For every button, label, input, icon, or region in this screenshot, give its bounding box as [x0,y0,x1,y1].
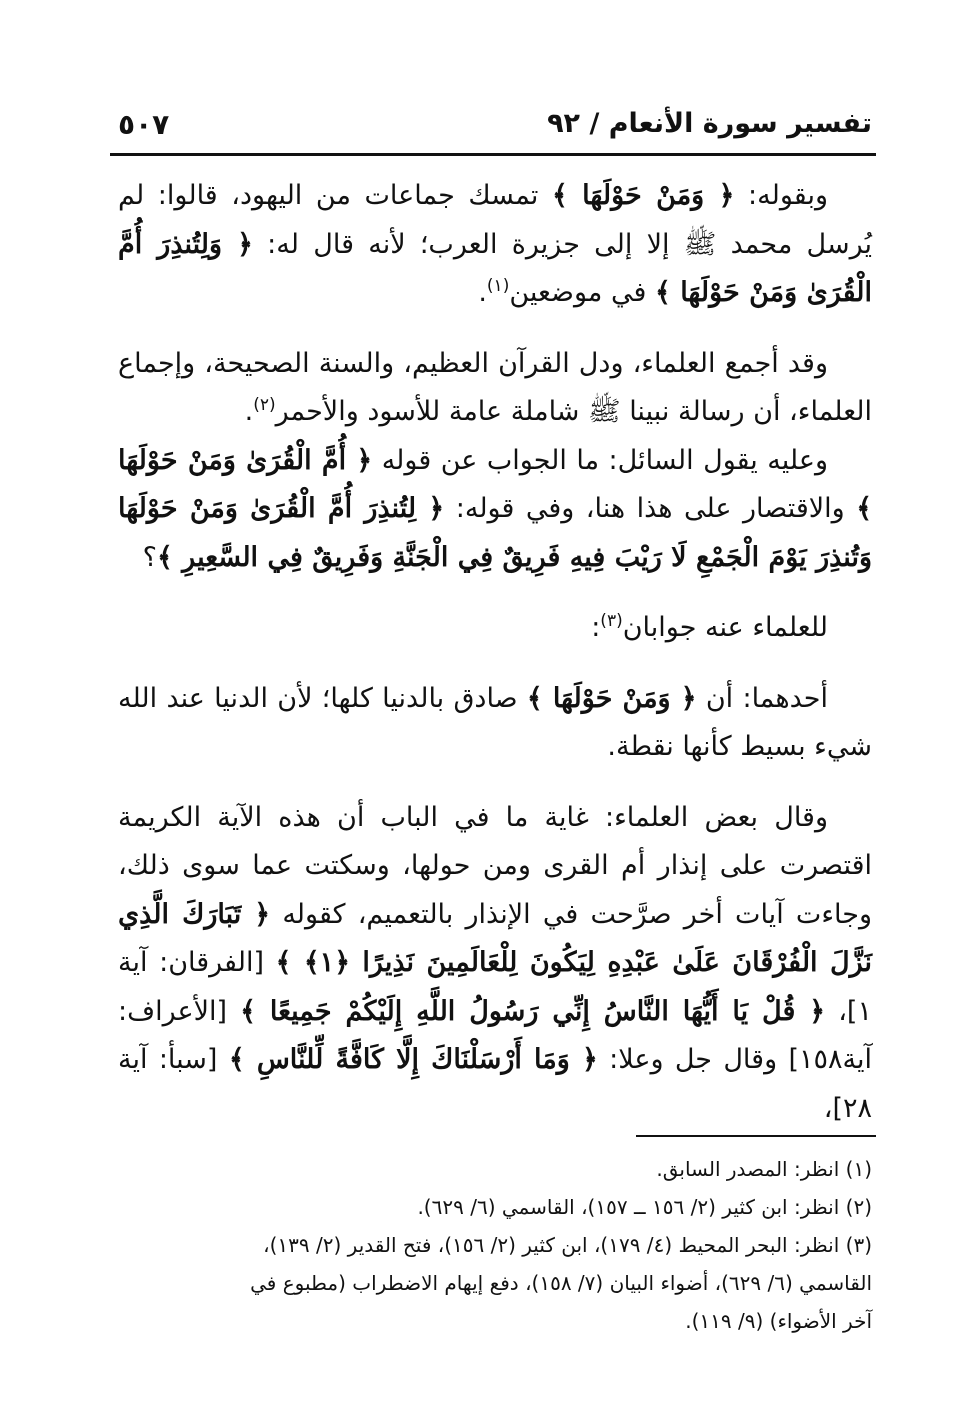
footnote-ref: (١) [486,276,510,296]
quran-verse: ﴿ قُلْ يَا أَيُّهَا النَّاسُ إِنِّي رَسُولُ اللَّهِ إِلَيْكُمْ جَمِيعًا ﴾ [240,995,826,1027]
footnote-2: (٢) انظر: ابن كثير (٢/ ١٥٦ ــ ١٥٧)، القاسمي (٦/ ٦٢٩). [417,1195,872,1219]
footnote-ref: (٣) [600,611,623,631]
footnote-3-continuation: القاسمي (٦/ ٦٢٩)، أضواء البيان (٧/ ١٥٨)، دفع إيهام الاضطراب (مطبوع في [250,1271,872,1295]
page-number: ٥٠٧ [118,108,170,141]
quran-verse: ﴿ وَمَا أَرْسَلْنَاكَ إِلَّا كَافَّةً لِّلنَّاسِ ﴾ [228,1044,598,1075]
footnote-3-continuation: آخر الأضواء) (٩/ ١١٩). [685,1309,872,1333]
quran-verse: ﴿ أُمَّ الْقُرَىٰ وَمَنْ حَوْلَهَا ﴾ [118,444,873,524]
main-text [118,172,872,1133]
header-rule [110,153,876,156]
quran-verse: ﴿ وَلِتُنذِرَ أُمَّ الْقُرَىٰ وَمَنْ حَوْلَهَا ﴾ [118,228,872,308]
paragraph-4: للعلماء عنه جوابان$^{(٣)}$: [591,611,828,643]
footnote-1: (١) انظر: المصدر السابق. [656,1157,872,1181]
footnotes [118,1150,872,1340]
footnote-ref: (٢) [253,395,276,415]
footnote-rule [636,1135,876,1137]
paragraph-3: وعليه يقول السائل: ما الجواب عن قوله ﴿ أُمَّ الْقُرَىٰ وَمَنْ حَوْلَهَا ﴾ والاقتصار على هذا هنا، وفي قوله: ﴿ لِتُنذِرَ أُمَّ الْقُرَىٰ وَمَنْ حَوْلَهَا وَتُنذِرَ يَوْمَ الْجَمْعِ لَا رَيْبَ فِيهِ فَرِيقٌ فِي الْجَنَّةِ وَفَرِيقٌ فِي السَّعِيرِ ﴾؟ [118,444,873,573]
paragraph-5: أحدهما: أن ﴿ وَمَنْ حَوْلَهَا ﴾ صادق بالدنيا كلها؛ لأن الدنيا عند الله شيء بسيط كأنها نقطة. [118,682,872,762]
footnote-3: (٣) انظر: البحر المحيط (٤/ ١٧٩)، ابن كثير (٢/ ١٥٦)، فتح القدير (٢/ ١٣٩)، [263,1233,872,1257]
paragraph-2: وقد أجمع العلماء، ودل القرآن العظيم، والسنة الصحيحة، وإجماع العلماء، أن رسالة نبينا ﷺ شاملة عامة للأسود والأحمر$^{(٢)}$. [118,347,872,427]
paragraph-6: وقال بعض العلماء: غاية ما في الباب أن هذه الآية الكريمة اقتصرت على إنذار أم القرى ومن حولها، وسكتت عما سوى ذلك، وجاءت آيات أخر صرَّحت في الإنذار بالتعميم، كقوله ﴿ تَبَارَكَ الَّذِي نَزَّلَ الْفُرْقَانَ عَلَىٰ عَبْدِهِ لِيَكُونَ لِلْعَالَمِينَ نَذِيرًا ﴿١﴾ ﴾ [الفرقان: آية ١]، ﴿ قُلْ يَا أَيُّهَا النَّاسُ إِنِّي رَسُولُ اللَّهِ إِلَيْكُمْ جَمِيعًا ﴾ [الأعراف: آية١٥٨] وقال جل وعلا: ﴿ وَمَا أَرْسَلْنَاكَ إِلَّا كَافَّةً لِّلنَّاسِ ﴾ [سبأ: آية ٢٨]، [118,801,873,1124]
quran-verse: ﴿ تَبَارَكَ الَّذِي نَزَّلَ الْفُرْقَانَ عَلَىٰ عَبْدِهِ لِيَكُونَ لِلْعَالَمِينَ نَذِيرًا ﴿١﴾ ﴾ [118,898,873,978]
running-title: تفسير سورة الأنعام / ٩٢ [547,108,872,139]
quran-verse: ﴿ لِتُنذِرَ أُمَّ الْقُرَىٰ وَمَنْ حَوْلَهَا وَتُنذِرَ يَوْمَ الْجَمْعِ لَا رَيْبَ فِيهِ فَرِيقٌ فِي الْجَنَّةِ وَفَرِيقٌ فِي السَّعِيرِ ﴾ [118,493,872,573]
paragraph-1: وبقوله: ﴿ وَمَنْ حَوْلَهَا ﴾ تمسك جماعات من اليهود، قالوا: لم يُرسل محمد ﷺ إلا إلى جزيرة العرب؛ لأنه قال له: ﴿ وَلِتُنذِرَ أُمَّ الْقُرَىٰ وَمَنْ حَوْلَهَا ﴾ في موضعين$^{(١)}$. [118,180,873,308]
quran-verse: ﴿ وَمَنْ حَوْلَهَا ﴾ [526,682,697,714]
page-header [118,108,872,152]
quran-verse: ﴿ وَمَنْ حَوْلَهَا ﴾ [551,180,735,211]
